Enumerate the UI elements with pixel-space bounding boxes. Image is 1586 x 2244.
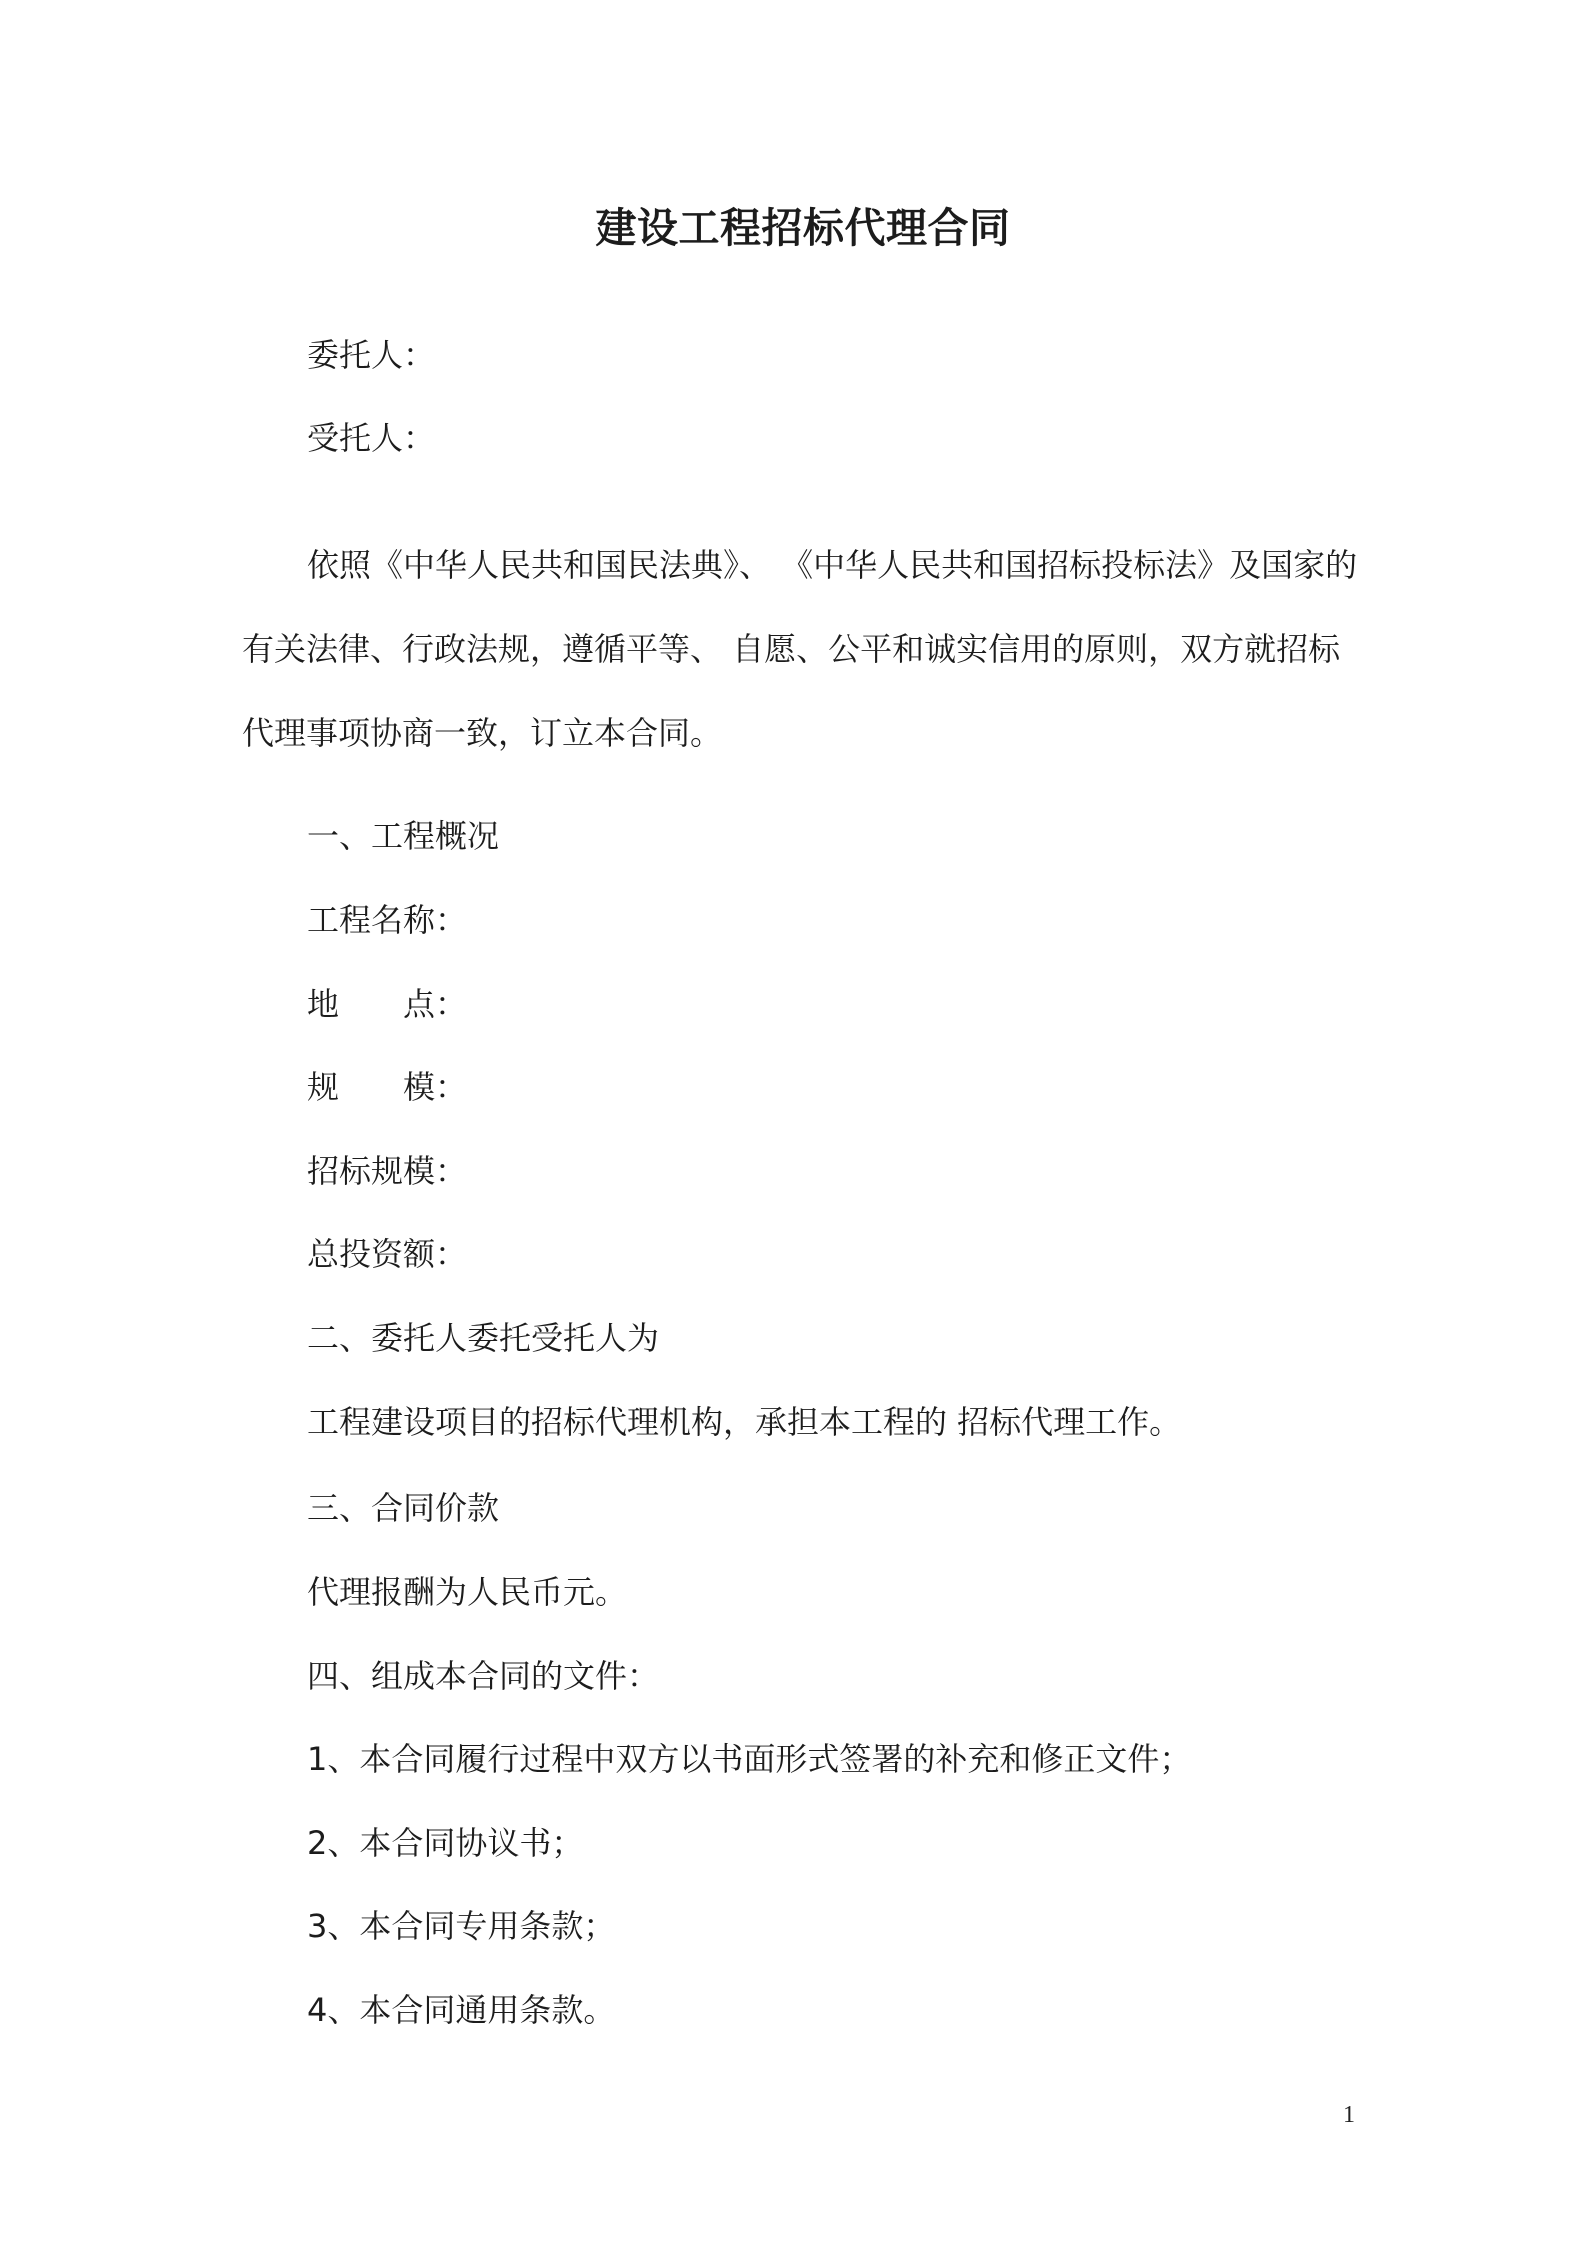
client-label: 委托人： [307,336,436,374]
section-body: 工程建设项目的招标代理机构，承担本工程的 招标代理工作。 [307,1403,1182,1441]
preamble-line: 依照《中华人民共和国民法典》、 《中华人民共和国招标投标法》及国家的 [307,546,1358,584]
field-label-tender-scale: 招标规模： [307,1152,468,1190]
agent-label: 受托人： [307,419,436,457]
preamble-line: 有关法律、行政法规，遵循平等、 自愿、公平和诚实信用的原则，双方就招标 [242,630,1341,668]
section-body: 代理报酬为人民币元。 [307,1573,628,1611]
list-item: 4、本合同通用条款。 [307,1991,616,2029]
field-label-total-investment: 总投资额： [307,1235,468,1273]
field-label-location: 地 点： [307,985,468,1023]
page-number: 1 [1343,2102,1355,2128]
list-item: 1、本合同履行过程中双方以书面形式签署的补充和修正文件； [307,1740,1192,1778]
document-title: 建设工程招标代理合同 [595,204,1011,252]
section-heading: 三、合同价款 [307,1489,500,1527]
section-heading: 二、委托人委托受托人为 [307,1319,660,1357]
field-label-scale: 规 模： [307,1068,468,1106]
section-heading: 四、组成本合同的文件： [307,1657,660,1695]
field-label-project-name: 工程名称： [307,901,468,939]
list-item: 3、本合同专用条款； [307,1907,616,1945]
list-item: 2、本合同协议书； [307,1824,584,1862]
section-heading: 一、工程概况 [307,817,500,855]
preamble-line: 代理事项协商一致，订立本合同。 [242,714,723,752]
